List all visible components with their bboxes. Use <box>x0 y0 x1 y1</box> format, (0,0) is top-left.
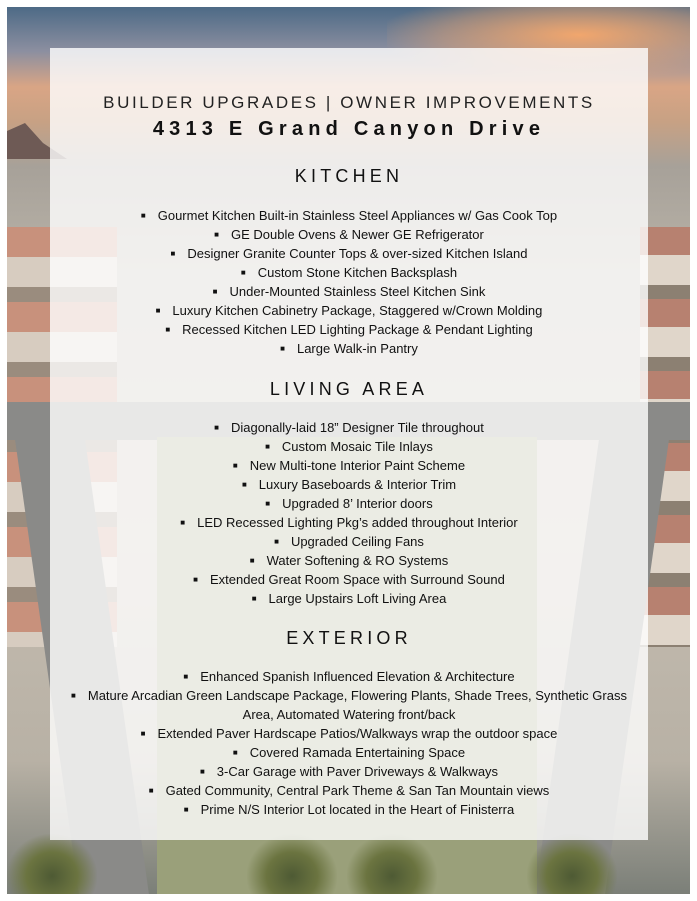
bullet-icon: ■ <box>71 691 76 700</box>
bullet-icon: ■ <box>214 423 219 432</box>
property-address: 4313 E Grand Canyon Drive <box>152 118 546 140</box>
list-item: ■ Upgraded Ceiling Fans <box>274 534 424 549</box>
list-item: ■ Recessed Kitchen LED Lighting Package & Pendant Lighting <box>165 322 533 337</box>
bullet-icon: ■ <box>212 287 218 296</box>
list-item: ■ Mature Arcadian Green Landscape Package, Flowering Plants, Shade Trees, Synthetic Grass Area, Automated Watering front/back <box>71 688 627 722</box>
list-item: ■ LED Recessed Lighting Pkg’s added throughout Interior <box>180 515 518 530</box>
bullet-icon: ■ <box>148 786 154 795</box>
bullet-icon: ■ <box>193 575 198 584</box>
list-item: ■ Enhanced Spanish Influenced Elevation & Architecture <box>183 669 515 684</box>
bullet-icon: ■ <box>214 230 219 239</box>
exterior-list <box>50 667 648 819</box>
bullet-icon: ■ <box>232 461 238 470</box>
list-item: ■ Luxury Baseboards & Interior Trim <box>241 477 457 492</box>
list-item: ■ Gated Community, Central Park Theme & San Tan Mountain views <box>148 783 550 798</box>
list-item: ■ Upgraded 8’ Interior doors <box>265 496 433 511</box>
list-item: ■ Designer Granite Counter Tops & over-sized Kitchen Island <box>170 246 528 261</box>
list-item: ■ Gourmet Kitchen Built-in Stainless Steel Appliances w/ Gas Cook Top <box>140 208 558 223</box>
palm-tree <box>247 834 337 894</box>
list-item: ■ Extended Paver Hardscape Patios/Walkways wrap the outdoor space <box>140 726 558 741</box>
list-item: ■ Prime N/S Interior Lot located in the Heart of Finisterra <box>183 802 515 817</box>
list-item: ■ Large Walk-in Pantry <box>280 341 418 356</box>
bullet-icon: ■ <box>165 325 171 334</box>
list-item: ■ New Multi-tone Interior Paint Scheme <box>232 458 466 473</box>
list-item: ■ GE Double Ovens & Newer GE Refrigerator <box>214 227 484 242</box>
list-item: ■ Covered Ramada Entertaining Space <box>232 745 466 760</box>
list-item: ■ Luxury Kitchen Cabinetry Package, Staggered w/Crown Molding <box>155 303 543 318</box>
bullet-icon: ■ <box>241 480 247 489</box>
bullet-icon: ■ <box>265 499 271 508</box>
bullet-icon: ■ <box>249 556 255 565</box>
bullet-icon: ■ <box>232 748 238 757</box>
bullet-icon: ■ <box>170 249 176 258</box>
bullet-icon: ■ <box>140 729 146 738</box>
list-item: ■ Custom Mosaic Tile Inlays <box>265 439 433 454</box>
section-title-exterior: EXTERIOR <box>286 628 412 648</box>
bullet-icon: ■ <box>274 537 279 546</box>
bullet-icon: ■ <box>183 672 189 681</box>
bullet-icon: ■ <box>199 767 205 776</box>
list-item: ■ Diagonally-laid 18” Designer Tile throughout <box>214 420 484 435</box>
list-item: ■ Water Softening & RO Systems <box>249 553 449 568</box>
list-item: ■ Large Upstairs Loft Living Area <box>251 591 447 606</box>
palm-tree <box>527 834 617 894</box>
bullet-icon: ■ <box>140 211 146 220</box>
list-item: ■ Under-Mounted Stainless Steel Kitchen Sink <box>212 284 486 299</box>
palm-tree <box>7 834 97 894</box>
living-area-list <box>50 418 648 608</box>
flyer-content <box>50 48 648 840</box>
bullet-icon: ■ <box>180 518 186 527</box>
list-item: ■ Custom Stone Kitchen Backsplash <box>240 265 458 280</box>
list-item: ■ 3-Car Garage with Paver Driveways & Walkways <box>199 764 499 779</box>
page-eyebrow: BUILDER UPGRADES | OWNER IMPROVEMENTS <box>103 93 595 112</box>
section-title-kitchen: KITCHEN <box>294 166 404 186</box>
bullet-icon: ■ <box>155 306 161 315</box>
palm-tree <box>347 834 437 894</box>
bullet-icon: ■ <box>240 268 246 277</box>
bullet-icon: ■ <box>251 594 257 603</box>
section-title-living-area: LIVING AREA <box>269 379 429 399</box>
bullet-icon: ■ <box>265 442 270 451</box>
bullet-icon: ■ <box>280 344 285 353</box>
list-item: ■ Extended Great Room Space with Surround Sound <box>193 572 505 587</box>
kitchen-list <box>50 206 648 358</box>
bullet-icon: ■ <box>183 805 189 814</box>
